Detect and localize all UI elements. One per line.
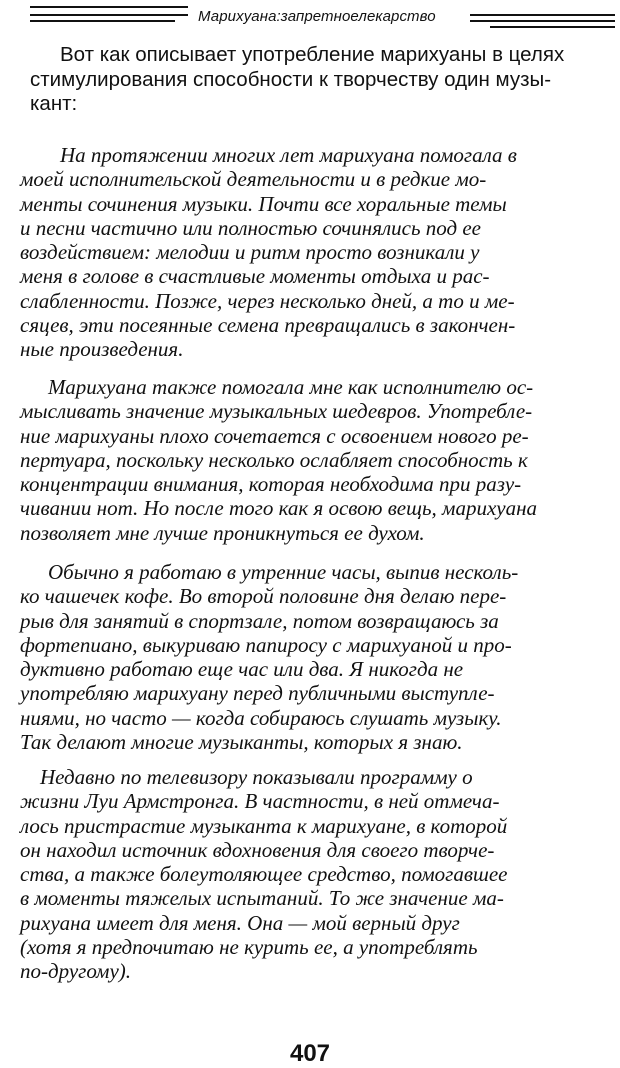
text-line: стимулирования способности к творчеству один музы- (30, 67, 552, 91)
header-rule (30, 20, 175, 22)
text-line: употребляю марихуану перед публичными выступле- (20, 681, 495, 706)
text-line: сяцев, эти посеянные семена превращались в закончен- (20, 313, 516, 338)
text-line: На протяжении многих лет марихуана помогала в (60, 143, 517, 167)
text-line: пертуара, поскольку несколько ослабляет способность к (20, 447, 528, 472)
text-line: моей исполнительской деятельности и в редкие мо- (20, 167, 487, 192)
text-line: чивании нот. Но после того как я освою вещь, марихуана (20, 496, 538, 521)
quote-paragraph (20, 560, 610, 754)
quote-paragraph (20, 143, 610, 362)
text-line: жизни Луи Армстронга. В частности, в ней отмеча- (20, 789, 500, 814)
header-rule (470, 14, 615, 16)
text-line: (хотя я предпочитаю не курить ее, а употреблять (20, 935, 478, 960)
text-line: кант: (30, 92, 78, 115)
text-line: Марихуана также помогала мне как исполнителю ос- (48, 375, 534, 399)
quote-paragraph (20, 765, 610, 984)
text-line: позволяет мне лучше проникнуться ее духом. (20, 520, 425, 545)
text-line: по-другому). (20, 959, 132, 984)
running-title: Марихуана:запретноелекарство (198, 8, 436, 25)
text-line: рыв для занятий в спортзале, потом возвращаюсь за (20, 608, 499, 633)
running-header (30, 2, 610, 32)
text-line: слабленности. Позже, через несколько дней, а то и ме- (20, 288, 515, 313)
header-rule (470, 20, 615, 22)
quote-paragraph (20, 375, 610, 545)
text-line: ства, а также болеутоляющее средство, помогавшее (20, 862, 508, 887)
text-line: Недавно по телевизору показывали программу о (40, 765, 473, 789)
text-line: мысливать значение музыкальных шедевров. Употребле- (20, 399, 533, 424)
text-line: воздействием: мелодии и ритм просто возникали у (20, 240, 480, 265)
intro-paragraph (30, 43, 610, 117)
text-line: ниями, но часто — когда собираюсь слушать музыку. (20, 705, 502, 730)
text-line: лось пристрастие музыканта к марихуане, в которой (20, 813, 508, 838)
text-line: дуктивно работаю еще час или два. Я никогда не (20, 657, 464, 682)
text-line: ние марихуаны плохо сочетается с освоением нового ре- (20, 423, 529, 448)
text-line: ные произведения. (20, 337, 184, 362)
text-line: фортепиано, выкуриваю папиросу с марихуаной и про- (20, 632, 512, 657)
text-line: концентрации внимания, которая необходима при разу- (20, 472, 522, 497)
text-line: менты сочинения музыки. Почти все хоральные темы (20, 191, 507, 216)
header-rule (30, 14, 188, 16)
text-line: ко чашечек кофе. Во второй половине дня делаю пере- (20, 584, 507, 609)
text-line: рихуана имеет для меня. Она — мой верный друг (20, 910, 460, 935)
text-line: Вот как описывает употребление марихуаны в целях (60, 43, 565, 66)
header-rule (30, 6, 188, 8)
text-line: меня в голове в счастливые моменты отдыха и рас- (20, 264, 490, 289)
page-number: 407 (289, 1040, 331, 1067)
text-line: Так делают многие музыканты, которых я знаю. (20, 730, 463, 755)
text-line: Обычно я работаю в утренние часы, выпив несколь- (48, 560, 519, 584)
text-line: в моменты тяжелых испытаний. То же значение ма- (20, 886, 504, 911)
text-line: и песни частично или полностью сочинялись под ее (20, 215, 482, 240)
header-rule (490, 26, 615, 28)
text-line: он находил источник вдохновения для своего творче- (20, 837, 495, 862)
